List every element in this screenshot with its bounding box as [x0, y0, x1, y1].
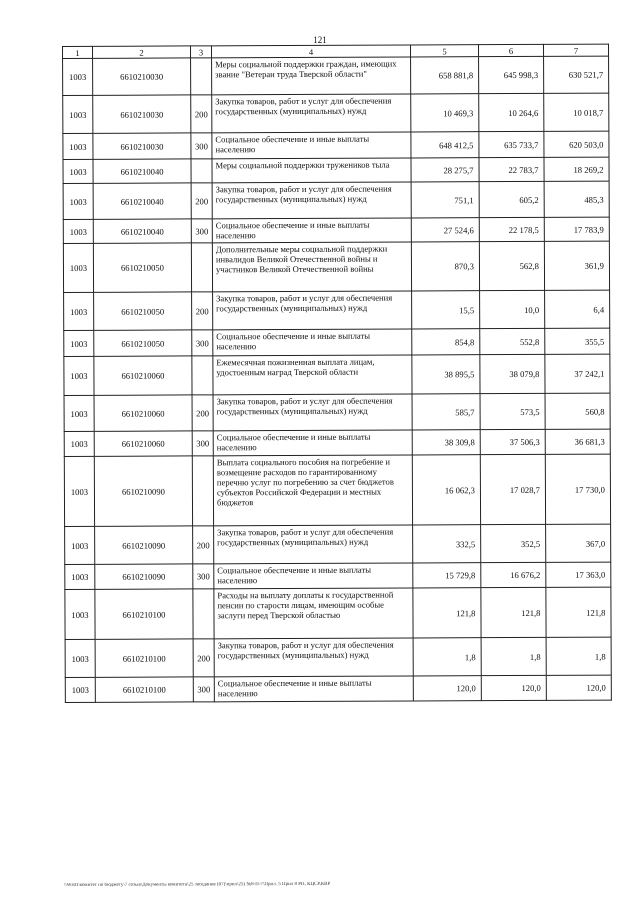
- description-cell: Социальное обеспечение и иные выплаты населению: [213, 329, 412, 356]
- amount-col7-cell: 37 242,1: [545, 354, 610, 393]
- section-code-cell: 1003: [63, 183, 93, 219]
- amount-col7-cell: 630 521,7: [544, 56, 609, 93]
- amount-col6-cell: 17 028,7: [480, 454, 545, 524]
- section-code-cell: 1003: [65, 564, 95, 589]
- description-cell: Социальное обеспечение и иные выплаты населению: [214, 563, 413, 589]
- expense-type-cell: 300: [192, 330, 213, 356]
- amount-col6-cell: 573,5: [480, 393, 545, 429]
- amount-col5-cell: 854,8: [412, 329, 480, 355]
- table-row: [65, 675, 611, 702]
- column-header: 7: [543, 44, 608, 56]
- target-code-cell: 6610210100: [95, 677, 193, 702]
- expense-type-cell: [192, 356, 213, 395]
- table-row: [65, 637, 611, 677]
- target-code-cell: 6610210040: [93, 219, 191, 243]
- amount-col6-cell: 120,0: [481, 675, 546, 700]
- amount-col5-cell: 15 729,8: [413, 563, 481, 588]
- target-code-cell: 6610210030: [93, 133, 191, 159]
- description-cell: Закупка товаров, работ и услуг для обеспечения государственных (муниципальных) нужд: [214, 638, 413, 677]
- expense-type-cell: [192, 456, 213, 526]
- amount-col6-cell: 16 676,2: [481, 562, 546, 587]
- table-row: [64, 290, 610, 330]
- expense-type-cell: 200: [191, 95, 212, 133]
- file-path-footer: \\Ws01\комитет по бюджету\7 созыв\Документы комитета\25 заседание (07)\прил\25) №8-П-7\Прил. 5 Прил 8 РП, КЦСР,КВР: [64, 881, 331, 888]
- amount-col7-cell: 485,3: [544, 181, 609, 217]
- section-code-cell: 1003: [63, 95, 93, 133]
- amount-col5-cell: 870,3: [411, 242, 479, 291]
- column-header: 1: [63, 46, 93, 58]
- amount-col7-cell: 17 363,0: [546, 562, 611, 587]
- expense-type-cell: [191, 243, 212, 292]
- expense-type-cell: 200: [193, 526, 214, 564]
- column-header: 6: [478, 44, 543, 56]
- budget-table: [62, 44, 612, 703]
- amount-col6-cell: 22 178,5: [479, 217, 544, 241]
- target-code-cell: 6610210060: [94, 431, 192, 456]
- target-code-cell: 6610210100: [95, 589, 193, 639]
- table-row: [63, 217, 609, 243]
- table-row: [65, 524, 611, 564]
- table-row: [64, 354, 610, 395]
- description-cell: Закупка товаров, работ и услуг для обеспечения государственных (муниципальных) нужд: [212, 94, 411, 133]
- amount-col7-cell: 560,8: [545, 393, 610, 429]
- description-cell: Ежемесячная пожизненная выплата лицам, удостоенным наград Тверской области: [213, 355, 412, 395]
- amount-col7-cell: 361,9: [544, 241, 609, 290]
- description-cell: Закупка товаров, работ и услуг для обеспечения государственных (муниципальных) нужд: [212, 182, 411, 219]
- target-code-cell: 6610210030: [93, 58, 191, 95]
- table-row: [64, 454, 610, 526]
- description-cell: Дополнительные меры социальной поддержки инвалидов Великой Отечественной войны и участников Великой Отечественной войны: [212, 242, 411, 292]
- amount-col7-cell: 17 783,9: [544, 217, 609, 241]
- column-header: 4: [212, 45, 411, 58]
- amount-col6-cell: 352,5: [481, 524, 546, 562]
- section-code-cell: 1003: [65, 677, 95, 702]
- table-row: [63, 181, 609, 219]
- section-code-cell: 1003: [64, 456, 94, 526]
- column-header: 5: [410, 45, 478, 57]
- amount-col5-cell: 27 524,6: [411, 218, 479, 242]
- expense-type-cell: 200: [191, 183, 212, 219]
- amount-col6-cell: 10 264,6: [479, 93, 544, 131]
- amount-col6-cell: 121,8: [481, 587, 546, 637]
- table-row: [63, 56, 609, 95]
- target-code-cell: 6610210090: [95, 564, 193, 589]
- amount-col6-cell: 605,2: [479, 181, 544, 217]
- amount-col5-cell: 38 895,5: [412, 355, 480, 394]
- section-code-cell: 1003: [63, 243, 93, 292]
- table-body: [63, 56, 612, 702]
- table-row: [65, 587, 611, 639]
- amount-col6-cell: 562,8: [479, 241, 544, 290]
- amount-col7-cell: 367,0: [546, 524, 611, 562]
- table-row: [63, 157, 609, 183]
- section-code-cell: 1003: [63, 219, 93, 243]
- table-row: [65, 562, 611, 589]
- expense-type-cell: 300: [191, 219, 212, 243]
- description-cell: Меры социальной поддержки тружеников тыла: [212, 158, 411, 183]
- amount-col6-cell: 38 079,8: [480, 354, 545, 393]
- description-cell: Закупка товаров, работ и услуг для обеспечения государственных (муниципальных) нужд: [214, 525, 413, 564]
- expense-type-cell: 300: [193, 677, 214, 702]
- amount-col5-cell: 120,0: [413, 676, 481, 701]
- target-code-cell: 6610210090: [95, 526, 193, 564]
- amount-col7-cell: 355,5: [545, 328, 610, 354]
- amount-col6-cell: 1,8: [481, 637, 546, 675]
- section-code-cell: 1003: [64, 330, 94, 356]
- amount-col7-cell: 18 269,2: [544, 157, 609, 181]
- amount-col5-cell: 38 309,8: [412, 430, 480, 455]
- amount-col5-cell: 16 062,3: [412, 455, 480, 525]
- section-code-cell: 1003: [65, 589, 95, 639]
- description-cell: Расходы на выплату доплаты к государственной пенсии по старости лицам, имеющим особые заслуги перед Тверской областью: [214, 588, 413, 639]
- section-code-cell: 1003: [64, 292, 94, 330]
- description-cell: Закупка товаров, работ и услуг для обеспечения государственных (муниципальных) нужд: [213, 394, 412, 431]
- description-cell: Социальное обеспечение и иные выплаты населению: [214, 676, 413, 702]
- amount-col5-cell: 1,8: [413, 638, 481, 676]
- description-cell: Закупка товаров, работ и услуг для обеспечения государственных (муниципальных) нужд: [213, 291, 412, 330]
- amount-col7-cell: 1,8: [546, 637, 611, 675]
- target-code-cell: 6610210040: [93, 183, 191, 219]
- amount-col6-cell: 22 783,7: [479, 157, 544, 181]
- expense-type-cell: 300: [193, 564, 214, 589]
- amount-col7-cell: 120,0: [546, 675, 611, 700]
- column-header: 3: [191, 46, 212, 58]
- amount-col5-cell: 10 469,3: [411, 94, 479, 132]
- amount-col7-cell: 121,8: [546, 587, 611, 637]
- target-code-cell: 6610210050: [94, 292, 192, 330]
- amount-col7-cell: 10 018,7: [544, 93, 609, 131]
- section-code-cell: 1003: [65, 639, 95, 677]
- description-cell: Социальное обеспечение и иные выплаты населению: [213, 430, 412, 456]
- target-code-cell: 6610210060: [94, 395, 192, 431]
- amount-col5-cell: 15,5: [412, 291, 480, 329]
- section-code-cell: 1003: [63, 159, 93, 183]
- amount-col6-cell: 10,0: [480, 290, 545, 328]
- budget-table-wrapper: [62, 44, 611, 703]
- amount-col5-cell: 658 881,8: [411, 57, 479, 94]
- section-code-cell: 1003: [63, 133, 93, 159]
- target-code-cell: 6610210060: [94, 356, 192, 395]
- expense-type-cell: 200: [192, 292, 213, 330]
- target-code-cell: 6610210050: [94, 330, 192, 356]
- expense-type-cell: [191, 159, 212, 183]
- table-row: [63, 131, 609, 159]
- description-cell: Меры социальной поддержки граждан, имеющих звание "Ветеран труда Тверской области": [212, 57, 411, 95]
- expense-type-cell: 300: [191, 133, 212, 159]
- amount-col5-cell: 28 275,7: [411, 158, 479, 182]
- amount-col5-cell: 585,7: [412, 394, 480, 430]
- amount-col5-cell: 751,1: [411, 182, 479, 218]
- table-row: [64, 328, 610, 356]
- expense-type-cell: 200: [193, 639, 214, 677]
- section-code-cell: 1003: [64, 395, 94, 431]
- table-row: [63, 93, 609, 133]
- page-number: 121: [313, 35, 327, 45]
- section-code-cell: 1003: [64, 356, 94, 395]
- amount-col5-cell: 648 412,5: [411, 132, 479, 158]
- description-cell: Социальное обеспечение и иные выплаты населению: [212, 132, 411, 159]
- section-code-cell: 1003: [65, 526, 95, 564]
- expense-type-cell: 300: [192, 431, 213, 456]
- expense-type-cell: [193, 589, 214, 639]
- table-row: [63, 241, 609, 292]
- amount-col6-cell: 37 506,3: [480, 429, 545, 454]
- expense-type-cell: 200: [192, 395, 213, 431]
- table-row: [64, 393, 610, 431]
- amount-col7-cell: 17 730,0: [545, 454, 610, 524]
- section-code-cell: 1003: [63, 58, 93, 95]
- section-code-cell: 1003: [64, 431, 94, 456]
- target-code-cell: 6610210090: [94, 456, 192, 526]
- target-code-cell: 6610210100: [95, 639, 193, 677]
- target-code-cell: 6610210040: [93, 159, 191, 183]
- amount-col5-cell: 121,8: [413, 588, 481, 638]
- expense-type-cell: [191, 58, 212, 95]
- description-cell: Социальное обеспечение и иные выплаты населению: [212, 218, 411, 243]
- target-code-cell: 6610210030: [93, 95, 191, 133]
- amount-col6-cell: 552,8: [480, 328, 545, 354]
- amount-col7-cell: 36 681,3: [545, 429, 610, 454]
- table-row: [64, 429, 610, 456]
- amount-col6-cell: 645 998,3: [479, 56, 544, 93]
- amount-col5-cell: 332,5: [413, 525, 481, 563]
- amount-col7-cell: 620 503,0: [544, 131, 609, 157]
- amount-col6-cell: 635 733,7: [479, 131, 544, 157]
- amount-col7-cell: 6,4: [545, 290, 610, 328]
- target-code-cell: 6610210050: [93, 243, 191, 292]
- column-header: 2: [93, 46, 191, 58]
- description-cell: Выплата социального пособия на погребение и возмещение расходов по гарантированному перечню услуг по погребению за счет бюджетов субъектов Российской Федерации и местных бюджетов: [213, 455, 412, 526]
